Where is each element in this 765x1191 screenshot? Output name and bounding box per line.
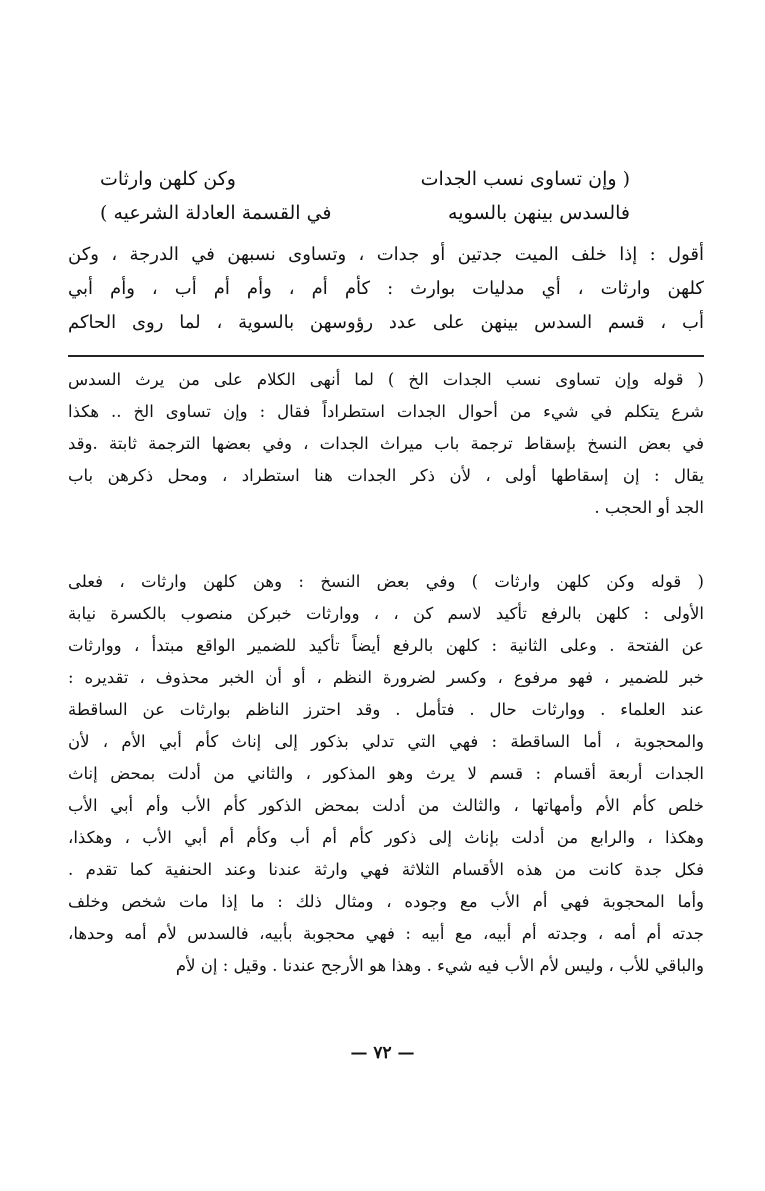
footnote-line: شرع يتكلم في شيء من أحوال الجدات استطراداً فقال : وإن تساوى الخ .. هكذا xyxy=(68,402,704,421)
footnote-line: عن الفتحة . وعلى الثانية : كلهن بالرفع أيضاً تأكيد للضمير الواقع مبتدأ ، ووارثات xyxy=(68,636,704,655)
verse-1-first-hemistich: ( وإن تساوى نسب الجدات xyxy=(420,168,630,190)
footnote-line: في بعض النسخ بإسقاط ترجمة باب ميراث الجدات ، وفي بعضها الترجمة ثابتة .وقد xyxy=(68,434,704,453)
footnote-paragraph-1 xyxy=(68,364,704,524)
footnote-line: فكل جدة كانت من هذه الأقسام الثلاثة فهي وارثة عندنا وعند الحنفية كما تقدم . xyxy=(68,860,704,879)
verse-2-second-hemistich: في القسمة العادلة الشرعيه ) xyxy=(100,202,332,224)
footnote-line: الجدات أربعة أقسام : قسم لا يرث وهو المذكور ، والثاني من أدلت بمحض إناث xyxy=(68,764,704,783)
footnote-line: خلص كأم الأم وأمهاتها ، والثالث من أدلت بمحض الذكور كأم الأب وأم أبي الأب xyxy=(68,796,704,815)
footnote-divider xyxy=(68,355,704,357)
footnote-line: جدته أم أمه ، وجدته أم أبيه، مع أبيه : فهي محجوبة بأبيه، فالسدس لأم أمه وحدها، xyxy=(68,924,704,943)
footnote-line: الأولى : كلهن بالرفع تأكيد لاسم كن ، ، ووارثات خبركن منصوب بالكسرة نيابة xyxy=(68,604,704,623)
footnote-line: يقال : إن إسقاطها أولى ، لأن ذكر الجدات هنا استطراد ، ومحل ذكرهن باب xyxy=(68,466,704,485)
main-text-line: أقول : إذا خلف الميت جدتين أو جدات ، وتساوى نسبهن في الدرجة ، وكن xyxy=(68,244,704,265)
footnote-line: ( قوله وكن كلهن وارثات ) وفي بعض النسخ : وهن كلهن وارثات ، فعلى xyxy=(68,572,704,591)
footnote-line: والمحجوبة ، أما الساقطة : فهي التي تدلي بذكور إلى إناث كأم أبي الأم ، لأن xyxy=(68,732,704,751)
footnote-line: والباقي للأب ، وليس لأم الأب فيه شيء . وهذا هو الأرجح عندنا . وقيل : إن لأم xyxy=(175,956,704,975)
verse-2-first-hemistich: فالسدس بينهن بالسويه xyxy=(448,202,630,224)
page-number: — ٧٢ — xyxy=(350,1043,415,1063)
poem-verse-1 xyxy=(100,162,630,196)
footnote-line: وهكذا ، والرابع من أدلت بإناث إلى ذكور كأم أم أب وكأم أم أبي الأب ، وهكذا، xyxy=(68,828,704,847)
footnote-line: ( قوله وإن تساوى نسب الجدات الخ ) لما أنهى الكلام على من يرث السدس xyxy=(68,370,704,389)
footnote-line: خبر للضمير ، فهو مرفوع ، وكسر لضرورة النظم ، أو أن الخبر محذوف ، تقديره : xyxy=(68,668,704,687)
main-commentary-text xyxy=(68,238,704,340)
main-text-line: أب ، قسم السدس بينهن على عدد رؤوسهن بالسوية ، لما روى الحاكم xyxy=(68,312,704,333)
footnote-line: الجد أو الحجب . xyxy=(594,498,704,517)
footnote-line: عند العلماء . ووارثات حال . فتأمل . وقد احترز الناظم بوارثات عن الساقطة xyxy=(68,700,704,719)
main-text-line: كلهن وارثات ، أي مدليات بوارث : كأم أم ، وأم أم أب ، وأم أبي xyxy=(68,278,704,299)
footnote-paragraph-2 xyxy=(68,566,704,982)
poem-verse-2 xyxy=(100,196,630,230)
footnote-line: وأما المحجوبة فهي أم الأب مع وجوده ، ومثال ذلك : ما إذا مات شخص وخلف xyxy=(68,892,704,911)
verse-1-second-hemistich: وكن كلهن وارثات xyxy=(100,168,236,190)
